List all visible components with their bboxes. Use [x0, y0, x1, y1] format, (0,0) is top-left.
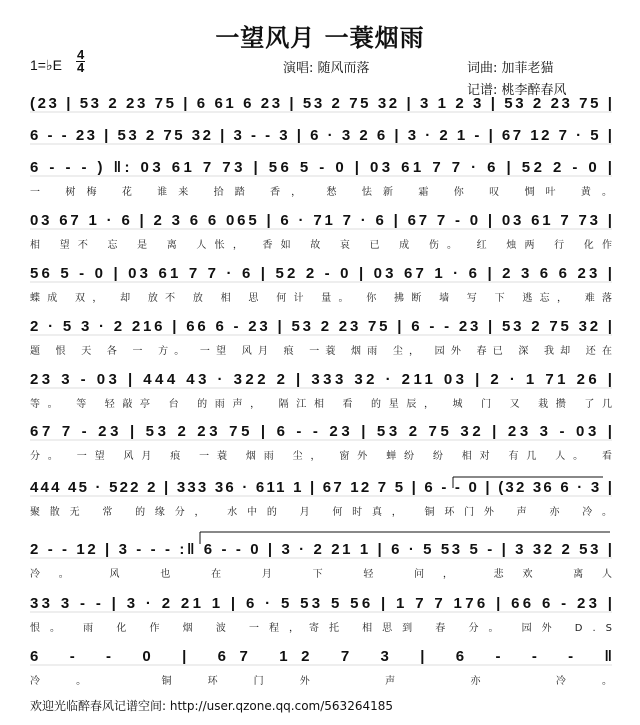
notes-line: 67 7 - 23 | 53 2 23 75 | 6 - - 23 | 53 2 75 32 | 23 3 - 03 |: [30, 423, 613, 440]
time-signature-bottom: 4: [77, 60, 85, 75]
score-row: [30, 479, 612, 518]
score-row: [30, 423, 612, 462]
lyrics-line: 恨。 雨 化 作 烟 波 一程，寄托 相思到 春 分。 园外 D.S: [30, 623, 612, 634]
score-row: [30, 541, 612, 580]
notes-line: 6 - - 0 | 67 12 7 3 | 6 - - - ‖: [30, 648, 612, 665]
time-signature-top: 4: [77, 47, 85, 62]
lyrics-line: 一 树梅 花 谁来 拾踏 香， 愁 怯新 霜 你 叹 惆叶 黄。: [30, 187, 613, 198]
page-title: 一望风月 一蓑烟雨: [215, 23, 425, 52]
score-row: [30, 95, 612, 112]
lyrics-line: 蝶成 双， 却 放不 放 相 思 何计 量。 你 拂断 墙 写 下 逃忘， 难落: [30, 293, 613, 304]
key-signature: 1=♭E: [30, 57, 62, 73]
composer-credit: 词曲: 加菲老猫: [467, 61, 554, 76]
score-row: [30, 265, 612, 304]
score-row: [30, 595, 612, 634]
lyrics-line: 等。 等 轻敲亭 台 的雨声， 隔江相 看 的星辰， 城 门 又 栽攒 了几: [30, 399, 612, 410]
lyrics-line: 聚散无 常 的缘分， 水中的 月 何时真， 铜环门外 声 亦 冷。: [30, 507, 612, 518]
notes-line: 03 67 1 · 6 | 2 3 6 6 065 | 6 · 71 7 · 6 | 67 7 - 0 | 03 61 7 73 |: [30, 212, 613, 229]
notes-line: 6 - - 23 | 53 2 75 32 | 3 - - 3 | 6 · 3 2 6 | 3 · 2 1 - | 67 12 7 · 5 |: [30, 127, 612, 144]
notes-line: 6 - - - ) ‖: 03 61 7 73 | 56 5 - 0 | 03 61 7 7 · 6 | 52 2 - 0 |: [30, 159, 613, 176]
arranger-credit: 记谱: 桃李醉春风: [467, 83, 567, 98]
lyrics-line: 分。 一望 风月 痕 一蓑 烟雨 尘， 窗外 蝉纷 纷 相对 有几 人。 看: [30, 451, 612, 462]
notes-line: (23 | 53 2 23 75 | 6 61 6 23 | 53 2 75 32 | 3 1 2 3 | 53 2 23 75 |: [30, 95, 613, 112]
notes-line: 23 3 - 03 | 444 43 · 322 2 | 333 32 · 211 03 | 2 · 1 71 26 |: [30, 371, 612, 388]
notes-line: 56 5 - 0 | 03 61 7 7 · 6 | 52 2 - 0 | 03 67 1 · 6 | 2 3 6 6 23 |: [30, 265, 613, 282]
score-row: [30, 159, 612, 198]
score-row: [30, 212, 612, 251]
lyrics-line: 冷。 铜环门外 声 亦 冷。: [30, 676, 613, 687]
score-row: [30, 371, 612, 410]
score-row: [30, 648, 612, 687]
score-row: [30, 318, 612, 357]
notes-line: 33 3 - - | 3 · 2 21 1 | 6 · 5 53 5 56 | 1 7 7 176 | 66 6 - 23 |: [30, 595, 612, 612]
lyrics-line: 题 恨 天 各 一 方。 一望 风月 痕 一蓑 烟雨 尘， 园外 春已 深 我却 还在: [30, 346, 612, 357]
lyrics-line: 冷。 风 也 在 月 下 轻 问， 悲欢 离人: [30, 569, 612, 580]
score-row: [30, 127, 612, 144]
notes-line: 444 45 · 522 2 | 333 36 · 611 1 | 67 12 7 5 | 6 - - 0 | (32 36 6 · 3 |: [30, 479, 612, 496]
notes-line: 2 - - 12 | 3 - - - :‖ 6 - - 0 | 3 · 2 21 1 | 6 · 5 53 5 - | 3 32 2 53 |: [30, 541, 613, 558]
footer-credit: 欢迎光临醉春风记谱空间: http://user.qzone.qq.com/563264185: [30, 699, 394, 713]
notes-line: 2 · 5 3 · 2 216 | 66 6 - 23 | 53 2 23 75 | 6 - - 23 | 53 2 75 32 |: [30, 318, 613, 335]
lyrics-line: 相 望不 忘 是 离 人怅， 香如 故 哀 已 成 伤。 红 烛两 行 化作: [30, 240, 612, 251]
singer-credit: 演唱: 随风而落: [283, 61, 370, 76]
